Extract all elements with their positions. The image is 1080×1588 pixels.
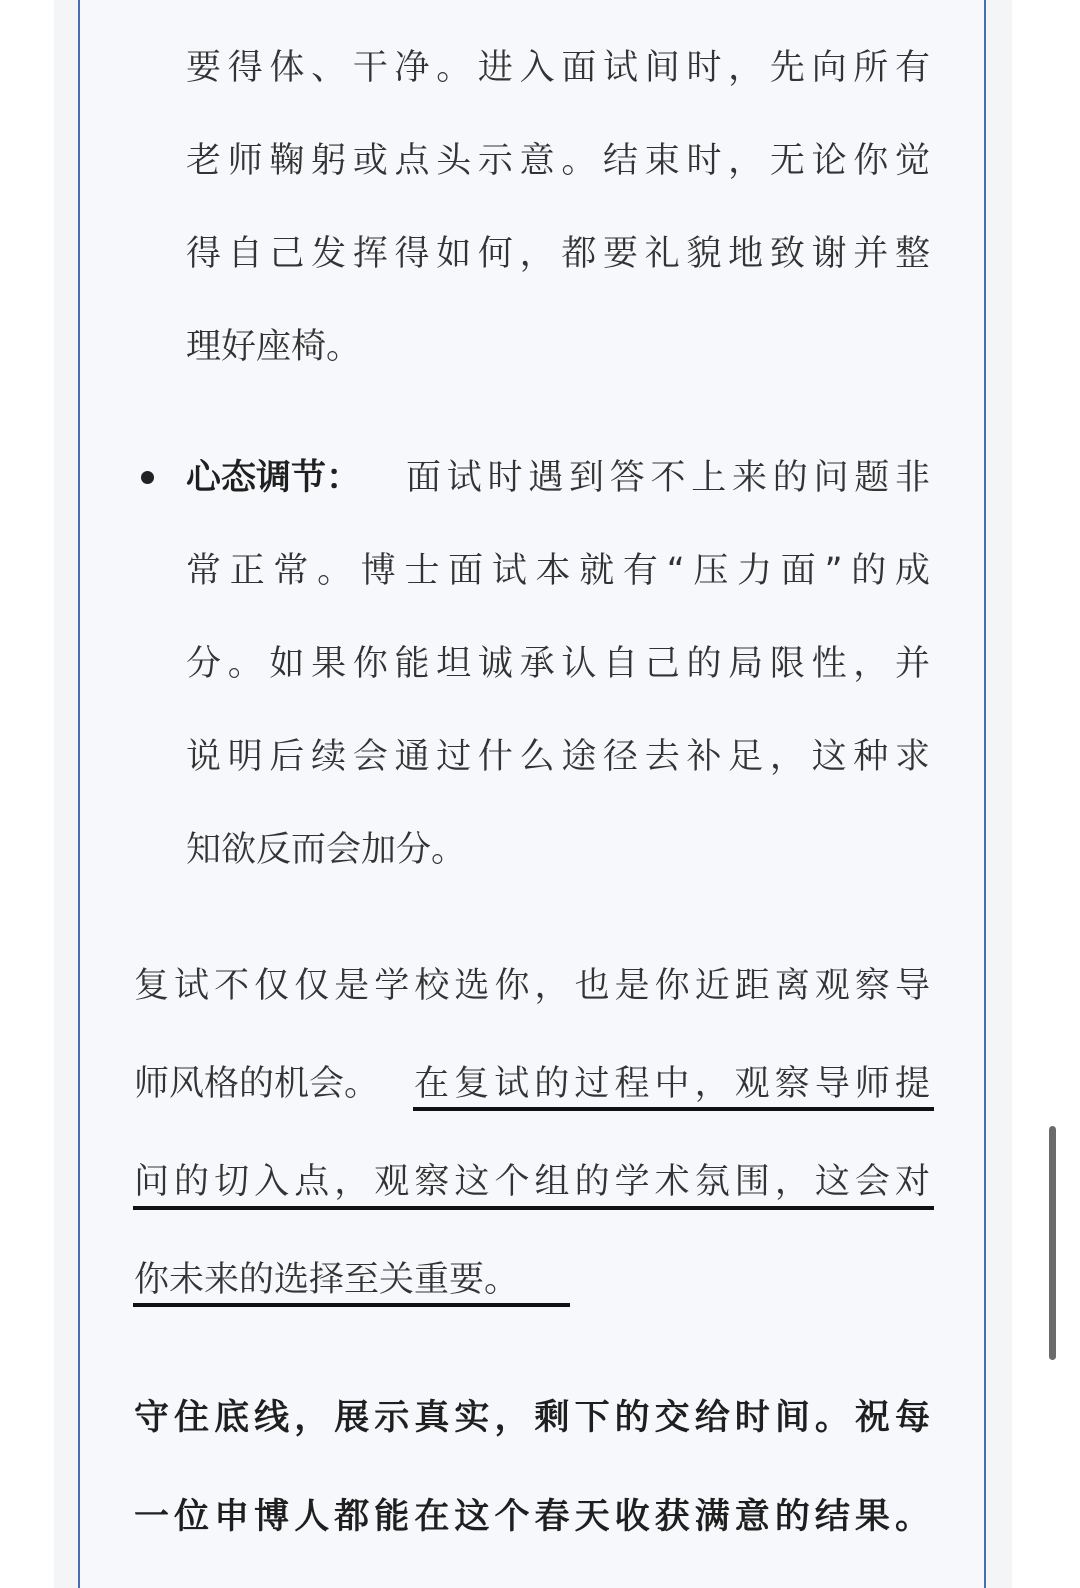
closing-line-2: 一位申博人都能在这个春天收获满意的结果。 xyxy=(134,1497,930,1537)
underline-1 xyxy=(413,1107,934,1111)
observe-line-1: 复试不仅仅是学校选你，也是你近距离观察导 xyxy=(134,966,930,1006)
etiquette-line-1: 要得体、干净。进入面试间时，先向所有 xyxy=(186,48,930,88)
etiquette-line-2: 老师鞠躬或点头示意。结束时，无论你觉 xyxy=(186,141,930,181)
etiquette-line-4: 理好座椅。 xyxy=(186,327,362,367)
mindset-line-4: 说明后续会通过什么途径去补足，这种求 xyxy=(186,737,930,777)
underline-2 xyxy=(133,1206,934,1210)
mindset-first-line-rest: 面试时遇到答不上来的问题非 xyxy=(406,458,930,498)
mindset-line-5: 知欲反而会加分。 xyxy=(186,830,467,870)
observe-line-2-underlined: 在复试的过程中，观察导师提 xyxy=(414,1064,930,1104)
mindset-label: 心态调节： xyxy=(186,458,362,498)
scrollbar-thumb[interactable] xyxy=(1049,1126,1056,1360)
observe-line-3: 问的切入点，观察这个组的学术氛围，这会对 xyxy=(134,1162,930,1202)
mindset-first-line xyxy=(186,456,930,500)
bullet-dot-icon xyxy=(141,471,154,484)
etiquette-line-3: 得自己发挥得如何，都要礼貌地致谢并整 xyxy=(186,234,930,274)
observe-line-4: 你未来的选择至关重要。 xyxy=(134,1260,520,1300)
mindset-line-3: 分。如果你能坦诚承认自己的局限性，并 xyxy=(186,644,930,684)
closing-line-1: 守住底线，展示真实，剩下的交给时间。祝每 xyxy=(134,1398,930,1438)
underline-3 xyxy=(133,1303,570,1307)
observe-line-2 xyxy=(134,1062,930,1106)
mindset-line-2: 常正常。博士面试本就有“压力面”的成 xyxy=(186,551,930,591)
observe-line-2-plain: 师风格的机会。 xyxy=(134,1064,380,1104)
